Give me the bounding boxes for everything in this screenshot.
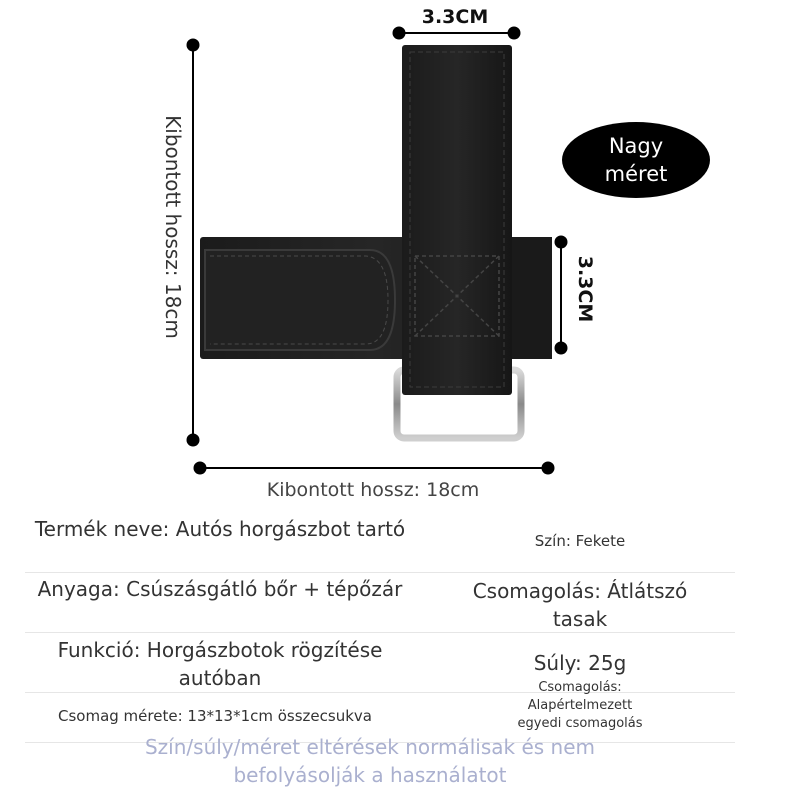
product-name: Termék neve: Autós horgászbot tartó — [34, 517, 406, 541]
weight: Súly: 25g — [533, 651, 627, 675]
size-badge — [562, 122, 710, 198]
badge-line-1: Nagy — [608, 133, 664, 158]
vertical-length-label: Kibontott hossz: 18cm — [161, 115, 185, 339]
horizontal-length-label: Kibontott hossz: 18cm — [266, 479, 480, 501]
variance-note: Szín/súly/méret eltérések normálisak és nem befolyásolják a használatot — [144, 735, 596, 787]
material: Anyaga: Csúszásgátló bőr + tépőzár — [37, 577, 403, 601]
packaging-type: Csomagolás: Alapértelmezett egyedi csomagolás — [517, 680, 643, 731]
badge-line-2: méret — [604, 162, 668, 186]
spec-row-2 — [25, 572, 735, 633]
packaging: Csomagolás: Átlátszó tasak — [472, 579, 688, 631]
spec-row-1 — [25, 512, 735, 573]
height-dimension-label: 3.3CM — [574, 255, 596, 323]
package-size: Csomag mérete: 13*13*1cm összecsukva — [58, 707, 372, 725]
width-dimension-label: 3.3CM — [421, 6, 489, 28]
color: Szín: Fekete — [534, 532, 626, 550]
function: Funkció: Horgászbotok rögzítése autóban — [57, 638, 383, 690]
vertical-strap — [402, 45, 512, 395]
